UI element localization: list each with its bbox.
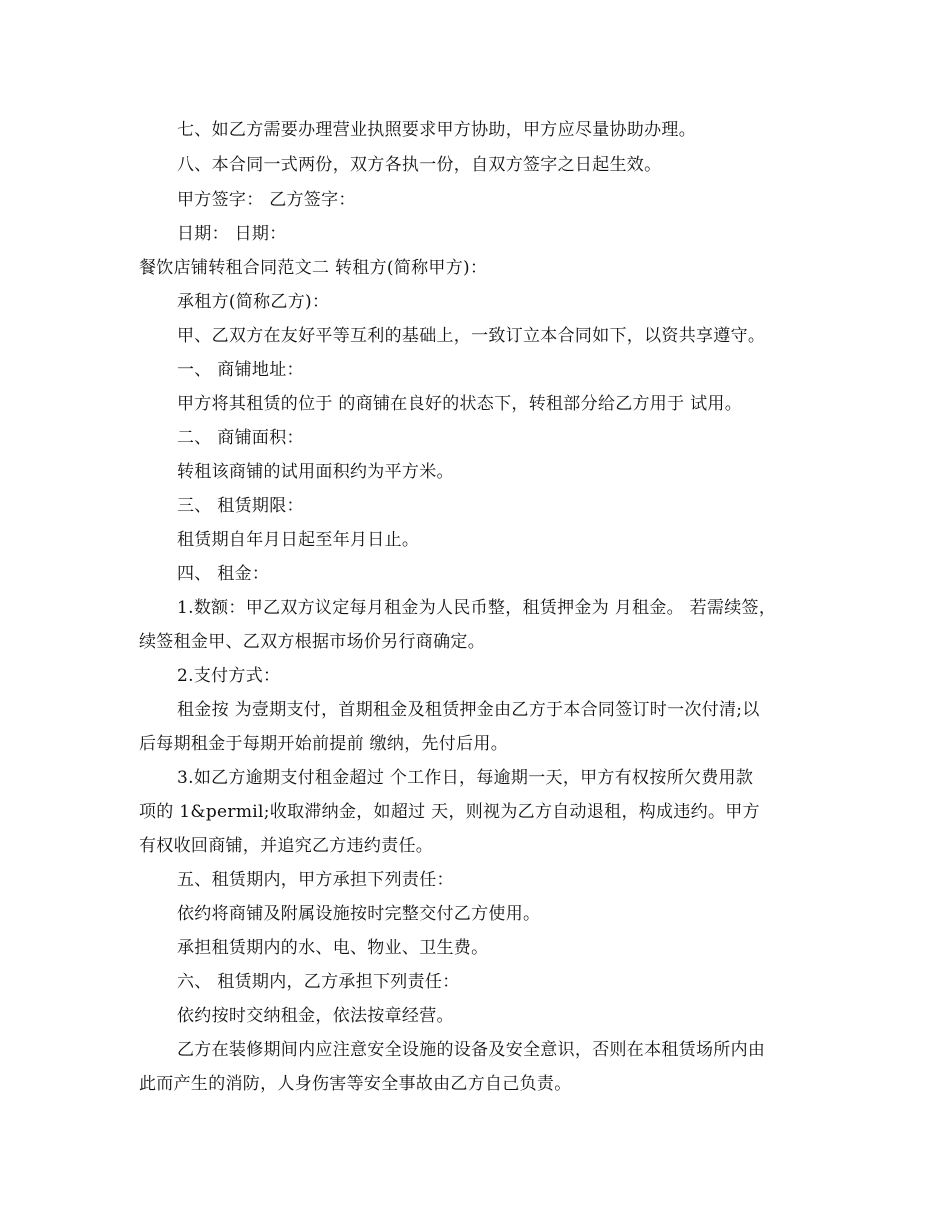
heading-address: 一、 商铺地址： bbox=[177, 360, 304, 380]
party-b-duty-2-line-2: 此而产生的消防，人身伤害等安全事故由乙方自己负责。 bbox=[139, 1074, 572, 1094]
section-title: 餐饮店铺转租合同范文二 转租方(简称甲方)： bbox=[139, 258, 488, 278]
date-line: 日期： 日期： bbox=[177, 224, 287, 244]
heading-term: 三、 租赁期限： bbox=[177, 496, 304, 516]
party-b-duty-1: 依约按时交纳租金，依法按章经营。 bbox=[177, 1006, 454, 1026]
heading-party-b-duties: 六、 租赁期内，乙方承担下列责任： bbox=[177, 972, 460, 992]
clause-8: 八、本合同一式两份，双方各执一份，自双方签字之日起生效。 bbox=[177, 155, 662, 175]
heading-area: 二、 商铺面积： bbox=[177, 428, 304, 448]
payment-line-2: 后每期租金于每期开始前提前 缴纳，先付后用。 bbox=[139, 734, 509, 754]
party-b-line: 承租方(简称乙方)： bbox=[177, 292, 330, 312]
party-a-duty-1: 依约将商铺及附属设施按时完整交付乙方使用。 bbox=[177, 904, 541, 924]
late-fee-line-2: 项的 1&permil;收取滞纳金，如超过 天，则视为乙方自动退租，构成违约。甲方 bbox=[139, 802, 760, 822]
paragraph-address: 甲方将其租赁的位于 的商铺在良好的状态下，转租部分给乙方用于 试用。 bbox=[177, 394, 743, 414]
payment-line-1: 租金按 为壹期支付，首期租金及租赁押金由乙方于本合同签订时一次付清;以 bbox=[177, 700, 760, 720]
heading-party-a-duties: 五、租赁期内，甲方承担下列责任： bbox=[177, 870, 454, 890]
paragraph-term: 租赁期自年月日起至年月日止。 bbox=[177, 530, 420, 550]
preamble: 甲、乙双方在友好平等互利的基础上，一致订立本合同如下，以资共享遵守。 bbox=[177, 326, 766, 346]
party-a-duty-2: 承担租赁期内的水、电、物业、卫生费。 bbox=[177, 938, 489, 958]
heading-rent: 四、 租金： bbox=[177, 564, 270, 584]
signature-line: 甲方签字： 乙方签字： bbox=[177, 190, 356, 210]
clause-7: 七、如乙方需要办理营业执照要求甲方协助，甲方应尽量协助办理。 bbox=[177, 120, 696, 140]
rent-amount-line-1: 1.数额：甲乙双方议定每月租金为人民币整，租赁押金为 月租金。 若需续签， bbox=[177, 598, 777, 618]
late-fee-line-1: 3.如乙方逾期支付租金超过 个工作日，每逾期一天，甲方有权按所欠费用款 bbox=[177, 768, 754, 788]
paragraph-area: 转租该商铺的试用面积约为平方米。 bbox=[177, 462, 454, 482]
heading-payment: 2.支付方式： bbox=[177, 666, 281, 686]
rent-amount-line-2: 续签租金甲、乙双方根据市场价另行商确定。 bbox=[139, 632, 485, 652]
late-fee-line-3: 有权收回商铺，并追究乙方违约责任。 bbox=[139, 836, 434, 856]
party-b-duty-2-line-1: 乙方在装修期间内应注意安全设施的设备及安全意识，否则在本租赁场所内由 bbox=[177, 1040, 766, 1060]
